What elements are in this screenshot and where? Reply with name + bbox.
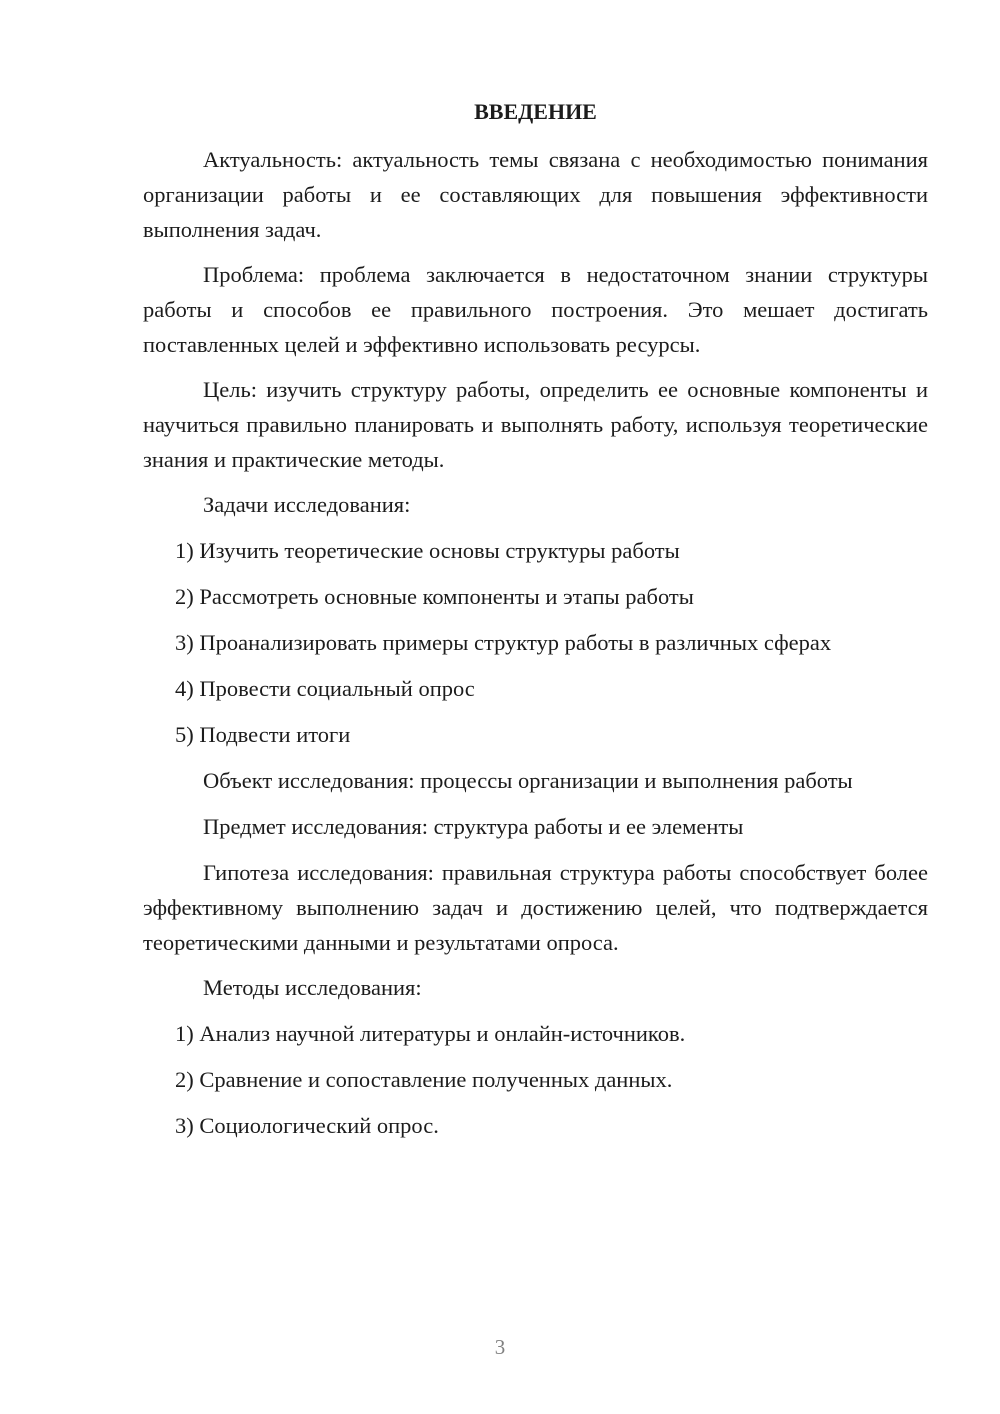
section-title: ВВЕДЕНИЕ [474,99,597,124]
page-number: 3 [494,1335,506,1359]
methods-heading: Методы исследования: [203,975,422,1000]
goal-paragraph: Цель: изучить структуру работы, определить ее основные компоненты и научиться правильно планировать и выполнять работу, используя теоретические знания и практические методы. [143,377,928,472]
research-object: Объект исследования: процессы организации и выполнения работы [203,768,853,793]
list-item: 2) Сравнение и сопоставление полученных данных. [175,1067,673,1092]
list-item: 1) Изучить теоретические основы структуры работы [175,538,680,563]
problem-paragraph: Проблема: проблема заключается в недостаточном знании структуры работы и способов ее правильного построения. Это мешает достигать поставленных целей и эффективно использовать ресурсы. [143,262,928,357]
page-content [143,96,928,1154]
relevance-paragraph: Актуальность: актуальность темы связана с необходимостью понимания организации работы и ее составляющих для повышения эффективности выполнения задач. [143,147,928,242]
list-item: 2) Рассмотреть основные компоненты и этапы работы [175,584,694,609]
list-item: 4) Провести социальный опрос [175,676,475,701]
tasks-heading: Задачи исследования: [203,492,411,517]
list-item: 3) Проанализировать примеры структур работы в различных сферах [175,630,832,655]
methods-list [143,1016,928,1143]
list-item: 5) Подвести итоги [175,722,351,747]
tasks-list [143,533,928,752]
research-subject: Предмет исследования: структура работы и ее элементы [203,814,744,839]
list-item: 3) Социологический опрос. [175,1113,439,1138]
list-item: 1) Анализ научной литературы и онлайн-источников. [175,1021,686,1046]
hypothesis-paragraph: Гипотеза исследования: правильная структура работы способствует более эффективному выполнению задач и достижению целей, что подтверждается теоретическими данными и результатами опроса. [143,860,928,955]
